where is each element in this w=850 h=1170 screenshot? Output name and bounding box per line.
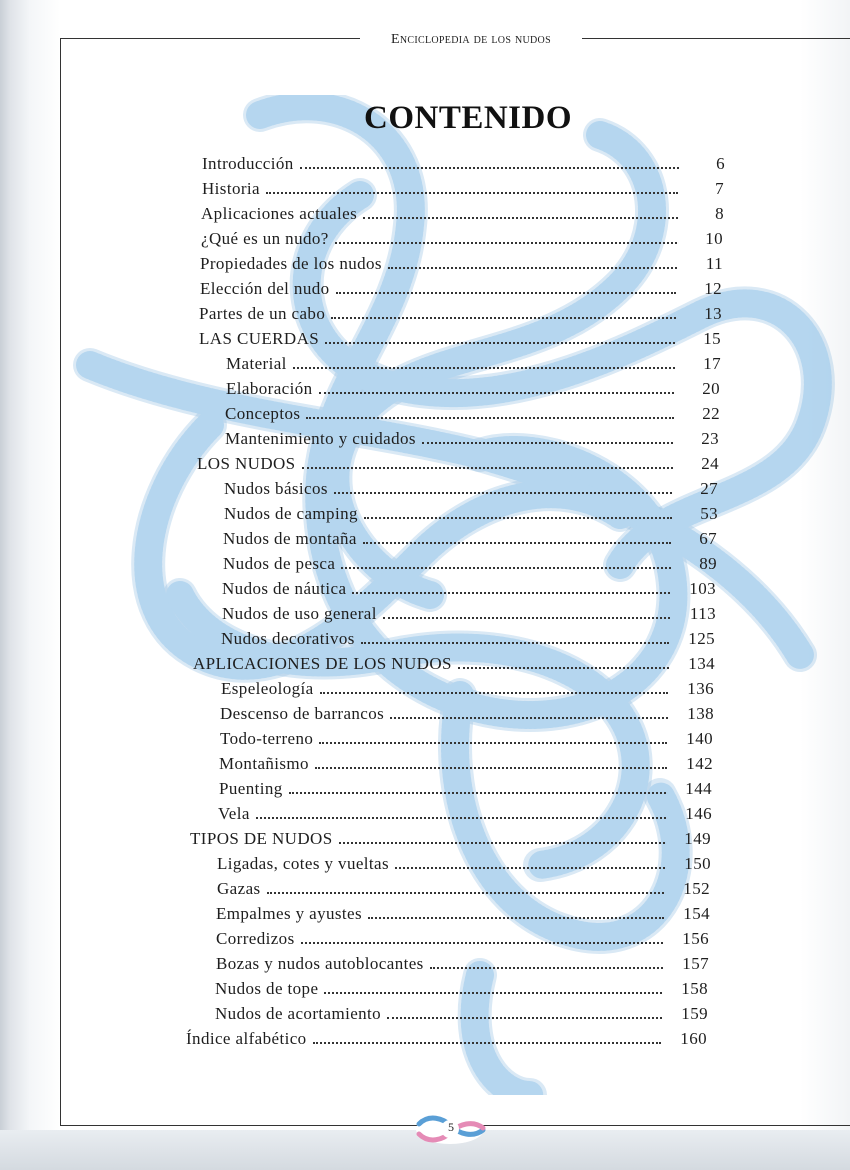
- toc-entry-page: 17: [703, 354, 721, 373]
- toc-entry-label: Elección del nudo: [200, 279, 330, 298]
- toc-dot-leader: [324, 991, 662, 994]
- page-number: 5: [448, 1120, 454, 1134]
- toc-dot-leader: [325, 341, 675, 344]
- toc-entry: [193, 654, 715, 676]
- toc-entry: [186, 1029, 707, 1051]
- toc-entry-label: Nudos de pesca: [223, 554, 336, 573]
- toc-entry-label: Gazas: [217, 879, 261, 898]
- toc-entry-label: Nudos de camping: [224, 504, 358, 523]
- toc-dot-leader: [363, 541, 671, 544]
- toc-dot-leader: [334, 491, 672, 494]
- toc-entry-label: Aplicaciones actuales: [201, 204, 358, 223]
- toc-entry: [221, 679, 714, 701]
- toc-entry: [217, 854, 711, 876]
- page-title: CONTENIDO: [363, 100, 573, 136]
- toc-entry: [220, 729, 713, 751]
- toc-entry-page: 154: [683, 904, 710, 923]
- toc-dot-leader: [267, 891, 664, 894]
- toc-entry-label: Corredizos: [216, 929, 295, 948]
- toc-entry: [202, 154, 725, 176]
- toc-entry-label: Introducción: [202, 154, 294, 173]
- toc-entry: [199, 329, 721, 351]
- toc-dot-leader: [368, 916, 664, 919]
- toc-entry: [216, 929, 709, 951]
- toc-entry-label: LAS CUERDAS: [199, 329, 320, 348]
- toc-entry-label: Ligadas, cotes y vueltas: [217, 854, 389, 873]
- toc-entry: [219, 754, 713, 776]
- toc-entry-label: Espeleología: [221, 679, 314, 698]
- toc-entry-page: 156: [682, 929, 709, 948]
- toc-entry-page: 27: [700, 479, 718, 498]
- toc-entry-label: Conceptos: [225, 404, 301, 423]
- toc-dot-leader: [300, 166, 679, 169]
- toc-entry: [226, 379, 720, 401]
- toc-dot-leader: [387, 1016, 662, 1019]
- toc-dot-leader: [390, 716, 668, 719]
- toc-entry-page: 10: [705, 229, 723, 248]
- toc-entry-label: Nudos de tope: [215, 979, 319, 998]
- toc-entry-label: Nudos de montaña: [223, 529, 357, 548]
- toc-entry-label: TIPOS DE NUDOS: [190, 829, 333, 848]
- toc-dot-leader: [352, 591, 670, 594]
- toc-dot-leader: [363, 216, 678, 219]
- toc-entry-page: 125: [688, 629, 715, 648]
- running-head: Enciclopedia de los nudos: [391, 32, 551, 47]
- toc-entry-page: 136: [687, 679, 714, 698]
- toc-entry: [219, 779, 712, 801]
- toc-entry: [222, 604, 716, 626]
- toc-entry-page: 142: [686, 754, 713, 773]
- toc-dot-leader: [315, 766, 667, 769]
- toc-entry-label: Nudos de uso general: [222, 604, 377, 623]
- toc-entry-page: 134: [688, 654, 715, 673]
- toc-entry: [201, 204, 724, 226]
- toc-entry-label: Puenting: [219, 779, 283, 798]
- toc-entry: [190, 829, 711, 851]
- toc-entry-page: 160: [680, 1029, 707, 1048]
- toc-entry: [223, 554, 717, 576]
- toc-dot-leader: [319, 391, 674, 394]
- toc-entry-page: 146: [685, 804, 712, 823]
- toc-entry-page: 157: [682, 954, 709, 973]
- toc-dot-leader: [430, 966, 663, 969]
- toc-dot-leader: [422, 441, 673, 444]
- toc-entry-page: 24: [701, 454, 719, 473]
- toc-dot-leader: [339, 841, 665, 844]
- toc-entry-page: 149: [684, 829, 711, 848]
- toc-entry: [215, 979, 708, 1001]
- toc-entry-page: 6: [716, 154, 725, 173]
- toc-entry-page: 150: [684, 854, 711, 873]
- toc-dot-leader: [364, 516, 672, 519]
- toc-entry-label: Material: [226, 354, 287, 373]
- toc-entry: [223, 529, 717, 551]
- toc-entry: [202, 179, 724, 201]
- toc-entry-page: 67: [699, 529, 717, 548]
- toc-dot-leader: [341, 566, 671, 569]
- toc-entry-label: LOS NUDOS: [197, 454, 296, 473]
- toc-entry: [197, 454, 719, 476]
- toc-dot-leader: [320, 691, 668, 694]
- toc-entry-label: Empalmes y ayustes: [216, 904, 363, 923]
- toc-entry-page: 23: [701, 429, 719, 448]
- toc-entry: [200, 254, 723, 276]
- toc-entry: [222, 579, 716, 601]
- toc-entry-page: 113: [689, 604, 716, 623]
- toc-entry-page: 12: [704, 279, 722, 298]
- toc-dot-leader: [335, 241, 677, 244]
- toc-entry: [224, 504, 718, 526]
- toc-dot-leader: [319, 741, 667, 744]
- toc-entry: [216, 904, 710, 926]
- toc-entry: [221, 629, 715, 651]
- toc-entry-page: 158: [681, 979, 708, 998]
- toc-entry-page: 22: [702, 404, 720, 423]
- toc-entry-label: Nudos de acortamiento: [215, 1004, 382, 1023]
- toc-entry-label: Montañismo: [219, 754, 309, 773]
- toc-dot-leader: [302, 466, 673, 469]
- toc-entry-label: APLICACIONES DE LOS NUDOS: [193, 654, 452, 673]
- toc-entry-label: Propiedades de los nudos: [200, 254, 382, 273]
- toc-entry-page: 159: [681, 1004, 708, 1023]
- toc-entry-label: Todo-terreno: [220, 729, 314, 748]
- toc-entry-page: 8: [715, 204, 724, 223]
- toc-entry: [220, 704, 714, 726]
- toc-entry-label: Elaboración: [226, 379, 313, 398]
- toc-entry: [226, 354, 721, 376]
- toc-entry-page: 53: [700, 504, 718, 523]
- toc-dot-leader: [361, 641, 669, 644]
- toc-entry: [199, 304, 722, 326]
- toc-entry: [200, 279, 722, 301]
- toc-dot-leader: [336, 291, 676, 294]
- toc-dot-leader: [293, 366, 675, 369]
- toc-entry-label: Descenso de barrancos: [220, 704, 385, 723]
- toc-dot-leader: [331, 316, 676, 319]
- toc-entry-label: Índice alfabético: [186, 1029, 307, 1048]
- toc-entry-label: Vela: [218, 804, 250, 823]
- toc-dot-leader: [313, 1041, 661, 1044]
- toc-dot-leader: [458, 666, 669, 669]
- toc-entry: [225, 429, 719, 451]
- toc-entry-label: Partes de un cabo: [199, 304, 326, 323]
- toc-entry: [201, 229, 723, 251]
- toc-entry: [216, 954, 709, 976]
- toc-entry-page: 138: [687, 704, 714, 723]
- toc-entry: [215, 1004, 708, 1026]
- toc-entry-page: 103: [689, 579, 716, 598]
- toc-entry: [218, 804, 712, 826]
- toc-dot-leader: [266, 191, 678, 194]
- toc-entry-page: 7: [715, 179, 724, 198]
- toc-entry-page: 15: [703, 329, 721, 348]
- toc-entry-page: 152: [683, 879, 710, 898]
- toc-dot-leader: [289, 791, 666, 794]
- toc-entry: [217, 879, 710, 901]
- toc-entry-label: Mantenimiento y cuidados: [225, 429, 416, 448]
- toc-entry-label: ¿Qué es un nudo?: [201, 229, 329, 248]
- toc-entry: [225, 404, 720, 426]
- toc-entry-label: Historia: [202, 179, 260, 198]
- toc-entry-page: 144: [685, 779, 712, 798]
- toc-entry-label: Nudos de náutica: [222, 579, 347, 598]
- toc-entry-page: 11: [705, 254, 723, 273]
- toc-dot-leader: [256, 816, 666, 819]
- toc-entry-page: 13: [704, 304, 722, 323]
- toc-dot-leader: [388, 266, 677, 269]
- toc-dot-leader: [306, 416, 674, 419]
- toc-entry: [224, 479, 718, 501]
- toc-entry-label: Bozas y nudos autoblocantes: [216, 954, 424, 973]
- toc-entry-label: Nudos básicos: [224, 479, 328, 498]
- toc-dot-leader: [301, 941, 663, 944]
- toc-dot-leader: [383, 616, 670, 619]
- toc-dot-leader: [395, 866, 665, 869]
- toc-entry-label: Nudos decorativos: [221, 629, 355, 648]
- toc-entry-page: 89: [699, 554, 717, 573]
- toc-entry-page: 140: [686, 729, 713, 748]
- toc-entry-page: 20: [702, 379, 720, 398]
